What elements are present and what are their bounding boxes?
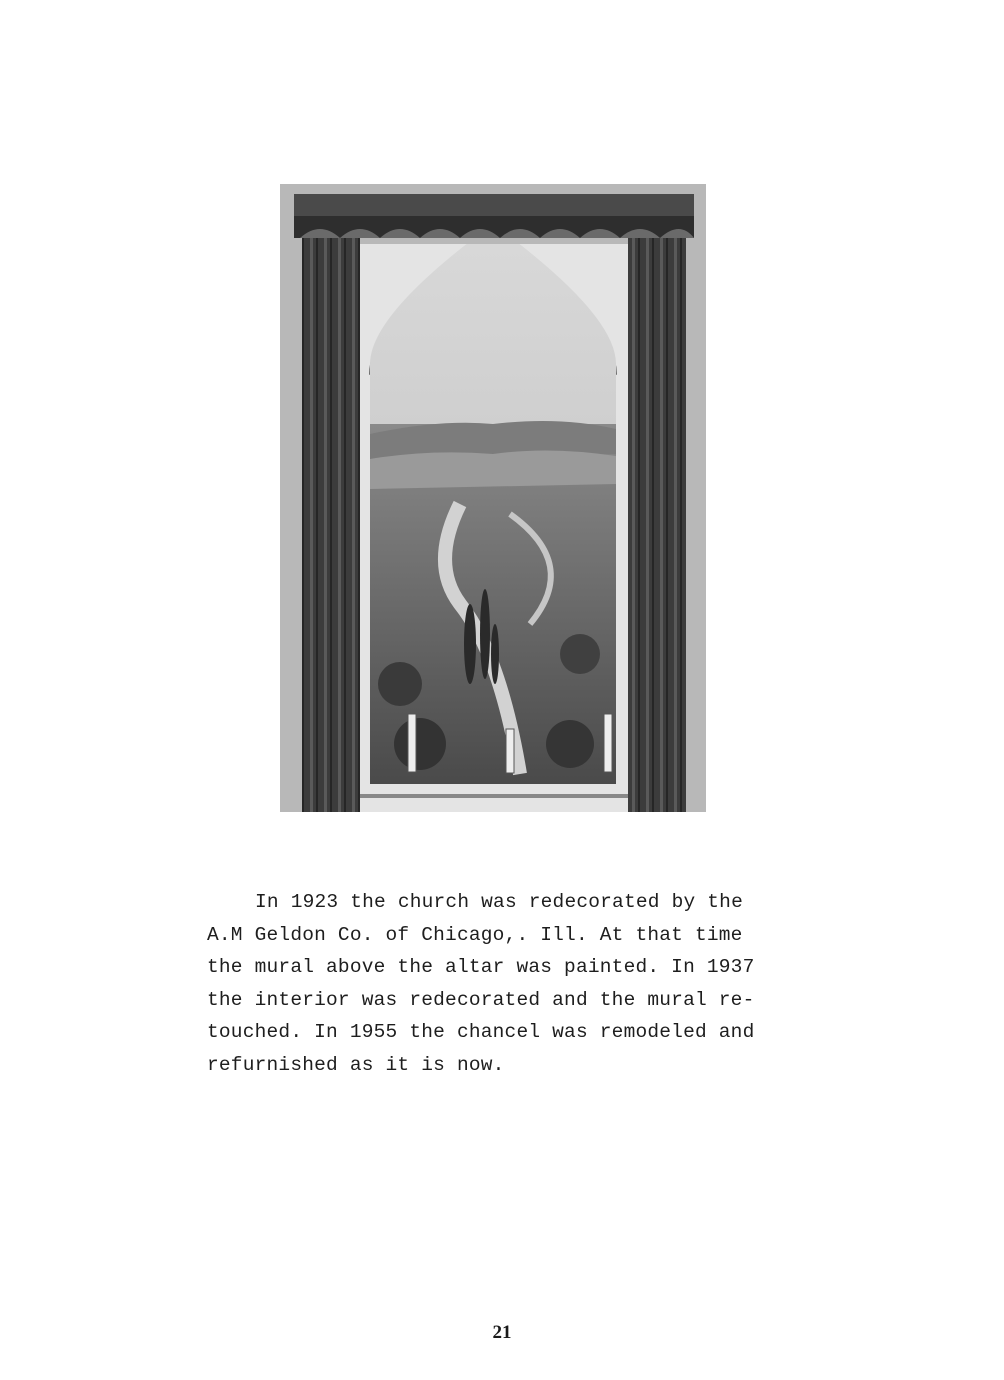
altar-mural-photo xyxy=(280,184,706,812)
caption-line-2: A.M Geldon Co. of Chicago,. Ill. At that time xyxy=(207,923,743,946)
caption-line-1: In 1923 the church was redecorated by the xyxy=(255,891,743,913)
caption-line-3: the mural above the altar was painted. In 1937 xyxy=(207,956,755,978)
page-number: 21 xyxy=(492,1322,512,1343)
caption-line-4: the interior was redecorated and the mural re- xyxy=(207,988,755,1011)
caption-paragraph xyxy=(207,886,807,1081)
caption-line-6: refurnished as it is now. xyxy=(207,1053,505,1076)
altar-mural-illustration xyxy=(280,184,706,812)
caption-line-5: touched. In 1955 the chancel was remodeled and xyxy=(207,1021,755,1043)
